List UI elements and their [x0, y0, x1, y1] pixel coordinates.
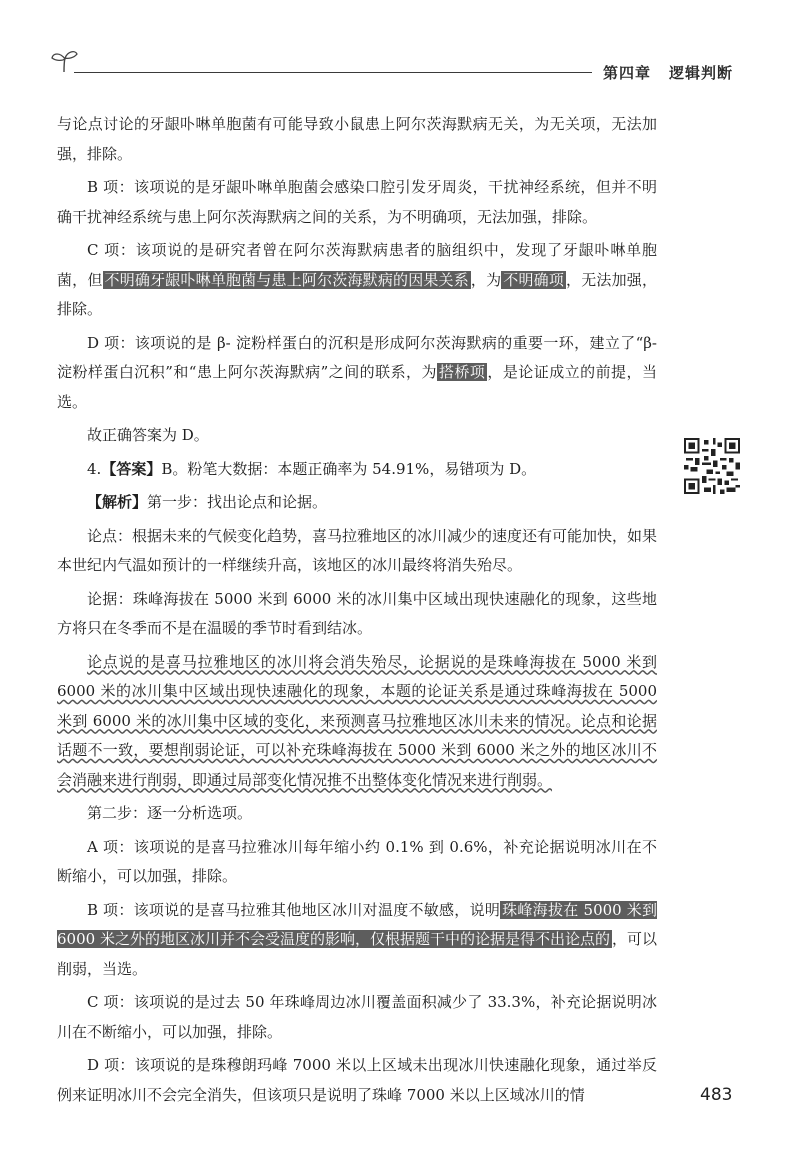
underlined-text: 论点说的是喜马拉雅地区的冰川将会消失殆尽，论据说的是珠峰海拔在 5000 米到 6000 米的冰川集中区域出现快速融化的现象，本题的论证关系是通过珠峰海拔在 5000 米到 6000 米的冰川集中区域的变化，来预测喜马拉雅地区冰川未来的情况。论点和论据话题不一致，要想削弱论证，可以补充珠峰海拔在 5000 米到 6000 米之外的地区冰川不会消融来进行削弱，即通过局部变化情况推不出整体变化情况来进行削弱。 — [57, 652, 657, 789]
highlight: 不明确牙龈卟啉单胞菌与患上阿尔茨海默病的因果关系 — [104, 270, 469, 289]
paragraph-continued: 与论点讨论的牙龈卟啉单胞菌有可能导致小鼠患上阿尔茨海默病无关，为无关项，无法加强，排除。 — [57, 115, 657, 163]
chapter-title — [603, 62, 733, 83]
option-d-analysis-2: D 项：该项说的是珠穆朗玛峰 7000 米以上区域未出现冰川快速融化现象，通过举反例来证明冰川不会完全消失，但该项只是说明了珠峰 7000 米以上区域冰川的情 — [57, 1056, 657, 1104]
chapter-number: 第四章 — [603, 64, 652, 82]
option-a-analysis: A 项：该项说的是喜马拉雅冰川每年缩小约 0.1% 到 0.6%，补充论据说明冰川在不断缩小，可以加强，排除。 — [57, 837, 657, 885]
analysis-tag: 【解析】 — [87, 493, 148, 511]
option-b-analysis: B 项：该项说的是牙龈卟啉单胞菌会感染口腔引发牙周炎，干扰神经系统，但并不明确干扰神经系统与患上阿尔茨海默病之间的关系，为不明确项，无法加强，排除。 — [57, 178, 657, 226]
highlight: 不明确项 — [503, 270, 565, 289]
header-rule — [74, 72, 592, 73]
highlight: 珠峰海拔在 5000 米到 6000 米之外的地区冰川并不会受温度的影响，仅根据题干中的论据是得不出论点的 — [57, 900, 658, 948]
argument-evidence: 论据：珠峰海拔在 5000 米到 6000 米的冰川集中区域出现快速融化的现象，这些地方将只在冬季而不是在温暖的季节时看到结冰。 — [57, 589, 657, 637]
option-c-analysis: C 项：该项说的是研究者曾在阿尔茨海默病患者的脑组织中，发现了牙龈卟啉单胞菌，但 不明确牙龈卟啉单胞菌与患上阿尔茨海默病的因果关系 ，为 不明确项 ，无法加强，排除。 — [57, 241, 657, 318]
step-two: 第二步：逐一分析选项。 — [87, 804, 253, 822]
highlight: 搭桥项 — [438, 363, 486, 381]
option-d-analysis: D 项：该项说的是 β- 淀粉样蛋白的沉积是形成阿尔茨海默病的重要一环，建立了“β- 淀粉样蛋白沉积”和“患上阿尔茨海默病”之间的联系，为 搭桥项 ，是论证成立的前提，当选。 — [57, 333, 657, 411]
argument-claim: 论点：根据未来的气候变化趋势，喜马拉雅地区的冰川减少的速度还有可能加快，如果本世纪内气温如预计的一样继续升高，该地区的冰川最终将消失殆尽。 — [57, 526, 658, 574]
section-title: 逻辑判断 — [669, 64, 734, 82]
page-number: 483 — [700, 1085, 733, 1105]
answer-tag: 【答案】 — [101, 459, 162, 478]
analysis-heading: 【解析】第一步：找出论点和论据。 — [87, 493, 328, 511]
option-b-analysis-2: B 项：该项说的是喜马拉雅其他地区冰川对温度不敏感，说明 珠峰海拔在 5000 米到 6000 米之外的地区冰川并不会受温度的影响，仅根据题干中的论据是得不出论点的 ，可以削弱，当选。 — [57, 900, 658, 978]
answer-conclusion: 故正确答案为 D。 — [87, 426, 209, 444]
argument-relation — [57, 648, 657, 796]
page-header — [0, 0, 800, 100]
question-answer: 4.【答案】B。粉笔大数据：本题正确率为 54.91%，易错项为 D。 — [87, 459, 537, 478]
page-body — [57, 110, 657, 1114]
qr-code-icon[interactable] — [684, 438, 740, 494]
option-c-analysis-2: C 项：该项说的是过去 50 年珠峰周边冰川覆盖面积减少了 33.3%，补充论据说明冰川在不断缩小，可以加强，排除。 — [57, 993, 657, 1041]
